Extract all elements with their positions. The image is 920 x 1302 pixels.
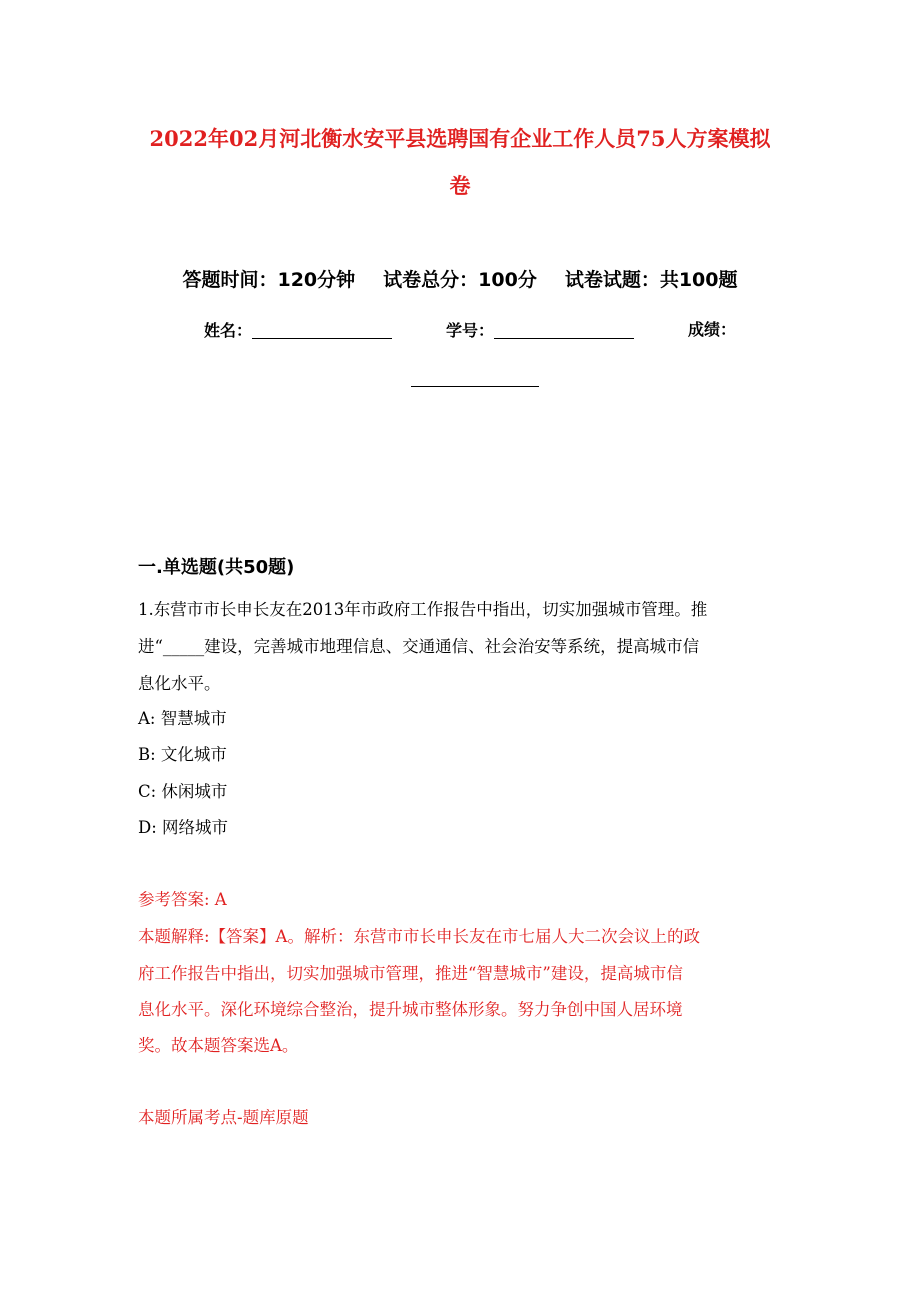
option-d[interactable]: D: 网络城市 bbox=[138, 818, 229, 837]
exam-total-score: 试卷总分：100分 bbox=[383, 269, 537, 291]
reference-answer: 参考答案: A bbox=[138, 890, 227, 909]
explanation-line: 府工作报告中指出，切实加强城市管理，推进“智慧城市”建设，提高城市信 bbox=[138, 964, 683, 983]
score-label: 成绩： bbox=[688, 320, 737, 339]
score-field bbox=[688, 322, 736, 338]
exam-question-count: 试卷试题：共100题 bbox=[564, 269, 738, 291]
student-number-label: 学号： bbox=[446, 321, 495, 340]
name-label: 姓名： bbox=[204, 321, 253, 340]
exam-time: 答题时间：120分钟 bbox=[182, 269, 356, 291]
student-number-blank[interactable] bbox=[494, 322, 634, 339]
student-number-field[interactable] bbox=[446, 322, 634, 339]
page-title: 2022年02月河北衡水安平县选聘国有企业工作人员75人方案模拟 bbox=[149, 126, 771, 151]
exam-meta-row bbox=[0, 271, 920, 290]
option-b[interactable]: B: 文化城市 bbox=[138, 745, 227, 764]
option-c[interactable]: C: 休闲城市 bbox=[138, 782, 228, 801]
question-stem-line: 1.东营市市长申长友在2013年市政府工作报告中指出，切实加强城市管理。推 bbox=[138, 600, 708, 619]
question-stem-line: 息化水平。 bbox=[138, 674, 221, 693]
page-title-continuation: 卷 bbox=[449, 173, 471, 198]
question-source: 本题所属考点-题库原题 bbox=[138, 1108, 309, 1127]
score-blank[interactable] bbox=[411, 372, 539, 387]
name-blank[interactable] bbox=[252, 322, 392, 339]
name-field[interactable] bbox=[204, 322, 392, 339]
question-stem-line: 进“_____建设，完善城市地理信息、交通通信、社会治安等系统，提高城市信 bbox=[138, 637, 700, 656]
explanation-line: 本题解释:【答案】A。解析：东营市市长申长友在市七届人大二次会议上的政 bbox=[138, 927, 700, 946]
explanation-line: 息化水平。深化环境综合整治，提升城市整体形象。努力争创中国人居环境 bbox=[138, 1000, 683, 1019]
explanation-line: 奖。故本题答案选A。 bbox=[138, 1036, 299, 1055]
section-heading: 一.单选题(共50题) bbox=[138, 557, 295, 578]
option-a[interactable]: A: 智慧城市 bbox=[138, 709, 227, 728]
